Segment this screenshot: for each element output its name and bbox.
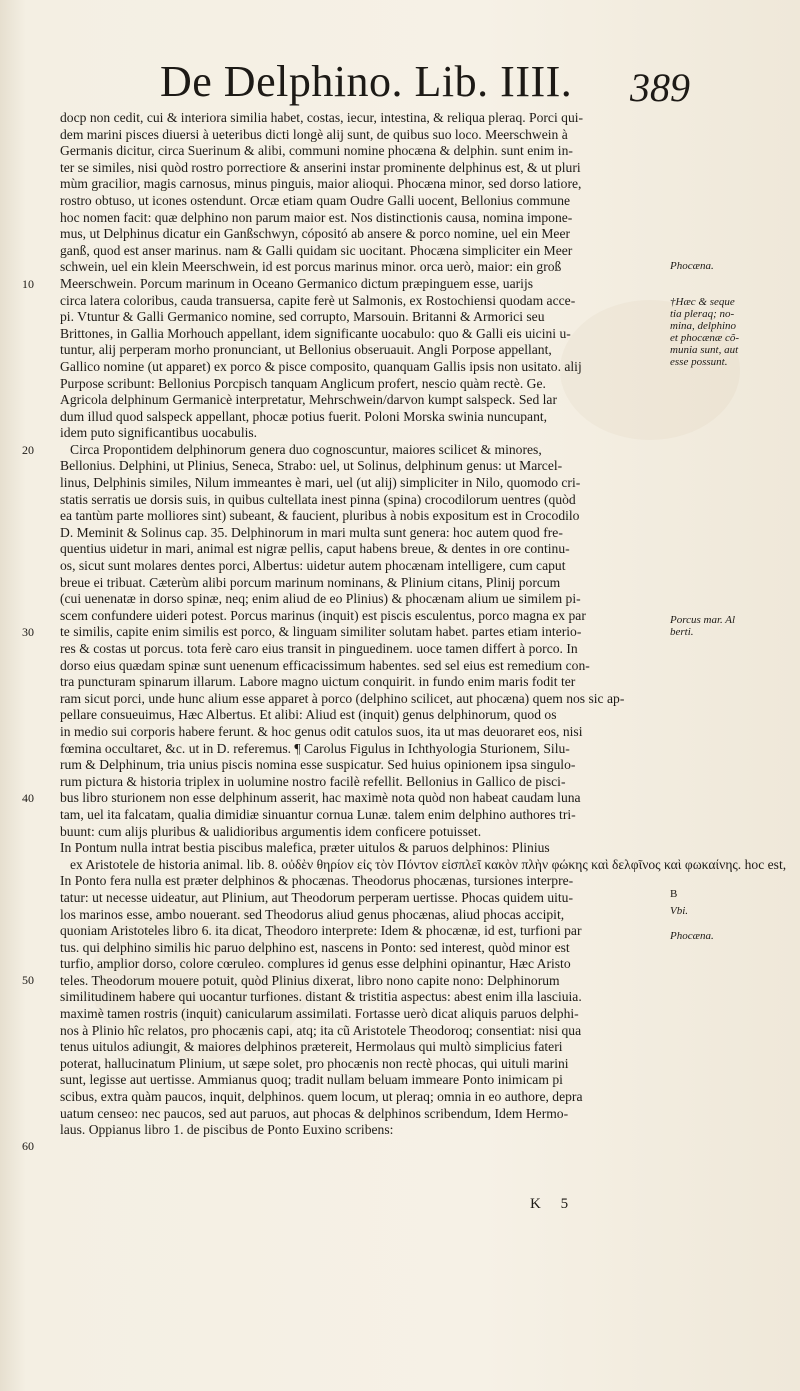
text-line: idem puto significantibus uocabulis. xyxy=(60,425,258,441)
text-line xyxy=(60,1155,670,1172)
text-line: quentius uidetur in mari, animal est nigræ pellis, caput habens breue, & dentes in ore continu- xyxy=(60,541,570,557)
text-line: circa latera coloribus, cauda transuersa, capite ferè ut Salmonis, ex Rostochiensi quodam acce- xyxy=(60,292,576,308)
text-line: teles. Theodorum mouere potuit, quòd Plinius dixerat, libro nono capite nono: Delphinorum xyxy=(60,972,560,988)
text-line: uatum censeo: nec paucos, sed aut paruos, aut phocas & delphinos scribendum, Idem Hermo- xyxy=(60,1105,569,1121)
text-line: linus, Delphinis similes, Nilum immeantes è mari, uel (ut alij) simpliciter in Nilo, quomodo cri- xyxy=(60,475,581,491)
text-line: res & costas ut porcus. tota ferè caro eius transit in pinguedinem. uoce tamen differt à porco. In xyxy=(60,641,578,656)
text-line: in medio sui corporis habere ferunt. & hoc genus odit catulos suos, ita ut mas deuoraret eos, nisi xyxy=(60,723,583,739)
text-line: (cui uenenatæ in dorso spinæ, neq; enim aliud de eo Plinius) & phocænam alium ue similem pi- xyxy=(60,591,581,607)
text-line: ganß, quod est anser marinus. nam & Galli quidam sic uocitant. Phocæna simpliciter ein Meer xyxy=(60,242,573,258)
margin-note: Phocæna. xyxy=(670,930,714,942)
text-line: buunt: cum alijs pluribus & ualidioribus argumentis idem conficere potuisset. xyxy=(60,823,482,839)
text-line: Circa Propontidem delphinorum genera duo cognoscuntur, maiores scilicet & minores, xyxy=(70,441,542,457)
text-line: rostro obtuso, ut icones ostendunt. Orcæ etiam quam Oudre Galli uocent, Bellonius commune xyxy=(60,192,571,208)
text-line: maximè tamen rostris (inquit) canicularum assimilati. Fortasse uerò dicat aliquis paruos delphi- xyxy=(60,1006,579,1022)
text-line: quoniam Aristoteles libro 6. ita dicat, Theodoro interprete: Idem & phocænæ, id est, turfioni par xyxy=(60,923,582,939)
margin-note: B xyxy=(670,888,678,900)
text-line: dem marini pisces diuersi à ueteribus dicti longè alij sunt, de quibus suo loco. Meerschwein à xyxy=(60,126,568,142)
text-line: breue ei tribuat. Cæterùm alibi porcum marinum nominans, & Plinium citans, Plinij porcum xyxy=(60,574,561,590)
text-line: statis serratis ue dorsis suis, in quibus cultellata inest pinna (spina) crocodilorum uentres (quòd xyxy=(60,491,576,507)
text-line: ex Aristotele de historia animal. lib. 8. οὐδὲν θηρίον εἰς τὸν Πόντον εἰσπλεῖ κακὸν πλὴν φώκης καὶ δελφῖνος καὶ φωκαίνης. hoc est, xyxy=(70,856,787,872)
text-line xyxy=(60,1139,670,1156)
text-line: similitudinem habere qui uocantur turfiones. distant & tristitia aspectus: abest enim illa lasciuia. xyxy=(60,989,582,1005)
text-line: Bellonius. Delphini, ut Plinius, Seneca, Strabo: uel, ut Solinus, delphinum genus: ut Marcel- xyxy=(60,458,563,474)
text-line: Agricola delphinum Germanicè interpretatur, Mehrschwein/darvon kumpt salspeck. Sed lar xyxy=(60,392,557,408)
text-line: rum pictura & historia triplex in uolumine nostro facilè refellit. Bellonius in Gallico de pisci- xyxy=(60,773,566,789)
text-line: ter se similes, nisi quòd rostro porrectiore & anserini instar prominente delphinus est, & ut pluri xyxy=(60,159,581,175)
line-number: 30 xyxy=(22,625,34,639)
text-line: In Ponto fera nulla est præter delphinos & phocænas. Theodorus phocænas, tursiones interpre- xyxy=(60,873,574,889)
text-line: Gallico nomine (ut apparet) ex porco & pisce composito, quanquam Gallis ipsis non usitato. alij xyxy=(60,358,582,374)
text-line: scem confundere uideri potest. Porcus marinus (inquit) est piscis esculentus, porco magna ex par xyxy=(60,607,586,623)
text-line: mùm gracilior, magis carnosus, minus pinguis, maior alioqui. Phocæna minor, sed dorso latiore, xyxy=(60,176,582,192)
text-line: ram sicut porci, unde hunc alium esse apparet à porco (delphino scilicet, aut phocæna) quem nos sic ap- xyxy=(60,690,625,706)
text-line: tuntur, alij perperam morho pronunciant, ut Bellonius obseruauit. Angli Porpose appellant, xyxy=(60,342,552,358)
text-line: schwein, uel ein klein Meerschwein, id est porcus marinus minor. orca uerò, maior: ein groß xyxy=(60,259,562,275)
text-line: tra puncturam spinarum illarum. Labore magno uictum conquirit. in fundo enim maris fodit ter xyxy=(60,674,576,690)
page-title: De Delphino. Lib. IIII. xyxy=(160,57,573,106)
page-number: 389 xyxy=(630,65,690,110)
text-line: poterat, hallucinatum Plinium, ut sæpe solet, pro phocænis non rectè phocas, qui uituli marini xyxy=(60,1055,569,1071)
text-line: scibus, extra quàm paucos, inquit, delphinos. quem locum, ut pleraq; omnia in eo authore, depra xyxy=(60,1089,583,1105)
text-line: tatur: ut necesse uideatur, aut Plinium, aut Theodorum perperam uertisse. Phocas quidem uitu- xyxy=(60,889,573,905)
line-number: 20 xyxy=(22,443,34,457)
text-line: In Pontum nulla intrat bestia piscibus malefica, præter uitulos & paruos delphinos: Plinius xyxy=(60,840,550,856)
text-line: bus libro sturionem non esse delphinum asserit, hac maximè nota quòd non habeat caudam luna xyxy=(60,790,581,806)
line-number: 60 xyxy=(22,1139,34,1153)
line-number: 40 xyxy=(22,791,34,805)
text-line: hoc nomen facit: quæ delphino non parum maior est. Nos distinctionis causa, nomina impone- xyxy=(60,209,573,225)
text-line: pi. Vtuntur & Galli Germanico nomine, sed corrupto, Marsouin. Britanni & Armorici seu xyxy=(60,309,545,325)
text-line: turfio, amplior dorso, colore cœruleo. complures id genus esse delphini opinantur, Hæc Aristo xyxy=(60,956,571,972)
margin-note: Porcus mar. Al berti. xyxy=(670,614,736,638)
text-line: os, sicut sunt molares dentes porci, Albertus: uidetur autem phocænam intelligere, cum caput xyxy=(60,558,566,574)
text-line: Brittones, in Gallia Morhouch appellant, idem significante uocabulo: quo & Galli eis uicini u- xyxy=(60,325,571,341)
margin-note: †Hæc & seque tia pleraq; no- mina, delphino et phocænæ cõ- munia sunt, aut esse possunt. xyxy=(670,296,740,368)
margin-note: Vbi. xyxy=(670,905,689,917)
text-line: los marinos esse, ambo nouerant. sed Theodorus aliud genus phocænas, aliud phocas accipit, xyxy=(60,906,565,922)
text-line: tam, uel ita falcatam, qualia dimidiæ sinuantur cornua Lunæ. talem enim delphino authores tri- xyxy=(60,806,576,822)
text-line: dorso eius quædam spinæ sunt uenenum efficacissimum habentes. sed sel eius est remedium con- xyxy=(60,657,590,673)
text-line: mus, ut Delphinus dicatur ein Ganßschwyn, cópositó ab ansere & porco nomine, uel ein Meer xyxy=(60,226,571,242)
text-line: nos à Plinio hîc relatos, pro phocænis capi, atq; ita cũ Aristotele Theodoroq; consentiat: nisi qua xyxy=(60,1022,582,1038)
text-line: D. Meminit & Solinus cap. 35. Delphinorum in mari multa sunt genera: hoc autem quod fre- xyxy=(60,524,563,540)
text-line: te similis, capite enim similis est porco, & linguam similiter solutam habet. partes etiam interio- xyxy=(60,624,582,640)
text-line: Germanis dicitur, circa Suerinum & alibi, communi nomine phocæna & delphin. sunt enim in- xyxy=(60,143,573,159)
text-line: laus. Oppianus libro 1. de piscibus de Ponto Euxino scribens: xyxy=(60,1122,394,1138)
text-line: tus. qui delphino similis hic paruo delphino est, nascens in Ponto: sed interest, quòd minor est xyxy=(60,939,570,955)
margin-note: Phocæna. xyxy=(670,260,714,272)
signature-mark: K 5 xyxy=(530,1196,577,1212)
text-line: dum illud quod salspeck appellant, phocæ potius fuerit. Poloni Morska swinia nuncupant, xyxy=(60,408,548,424)
text-line: rum & Delphinum, tria unius piscis nomina esse suspicatur. Sed huius opinionem ipsa singulo- xyxy=(60,757,576,773)
text-line: pellare consueuimus, Hæc Albertus. Et alibi: Aliud est (inquit) genus delphinorum, quod os xyxy=(60,707,557,723)
text-line: Purpose scribunt: Bellonius Porcpisch tanquam Anglicum profert, nescio quàm rectè. Ge. xyxy=(60,375,546,391)
line-number: 50 xyxy=(22,973,34,987)
text-line: tenus uitulos adiungit, & maiores delphinos prætereit, Hermolaus qui multò simplicius fateri xyxy=(60,1039,563,1055)
text-line: ea tantùm parte molliores sint) subeant, & faucient, pluribus à nobis expositum est in Crocodilo xyxy=(60,508,580,524)
text-line: fœmina occultaret, &c. ut in D. referemus. ¶ Carolus Figulus in Ichthyologia Sturionem, Silu- xyxy=(60,740,570,756)
line-number: 10 xyxy=(22,277,34,291)
text-line: Meerschwein. Porcum marinum in Oceano Germanico dictum præpinguem esse, uarijs xyxy=(60,275,534,291)
text-line: sunt, legisse aut uertisse. Ammianus quoq; tradit nullam beluam immeare Ponto inimicam pi xyxy=(60,1072,563,1088)
text-line: docp non cedit, cui & interiora similia habet, costas, iecur, intestina, & reliqua pleraq. Porci qui- xyxy=(60,110,584,125)
running-head xyxy=(160,52,720,112)
